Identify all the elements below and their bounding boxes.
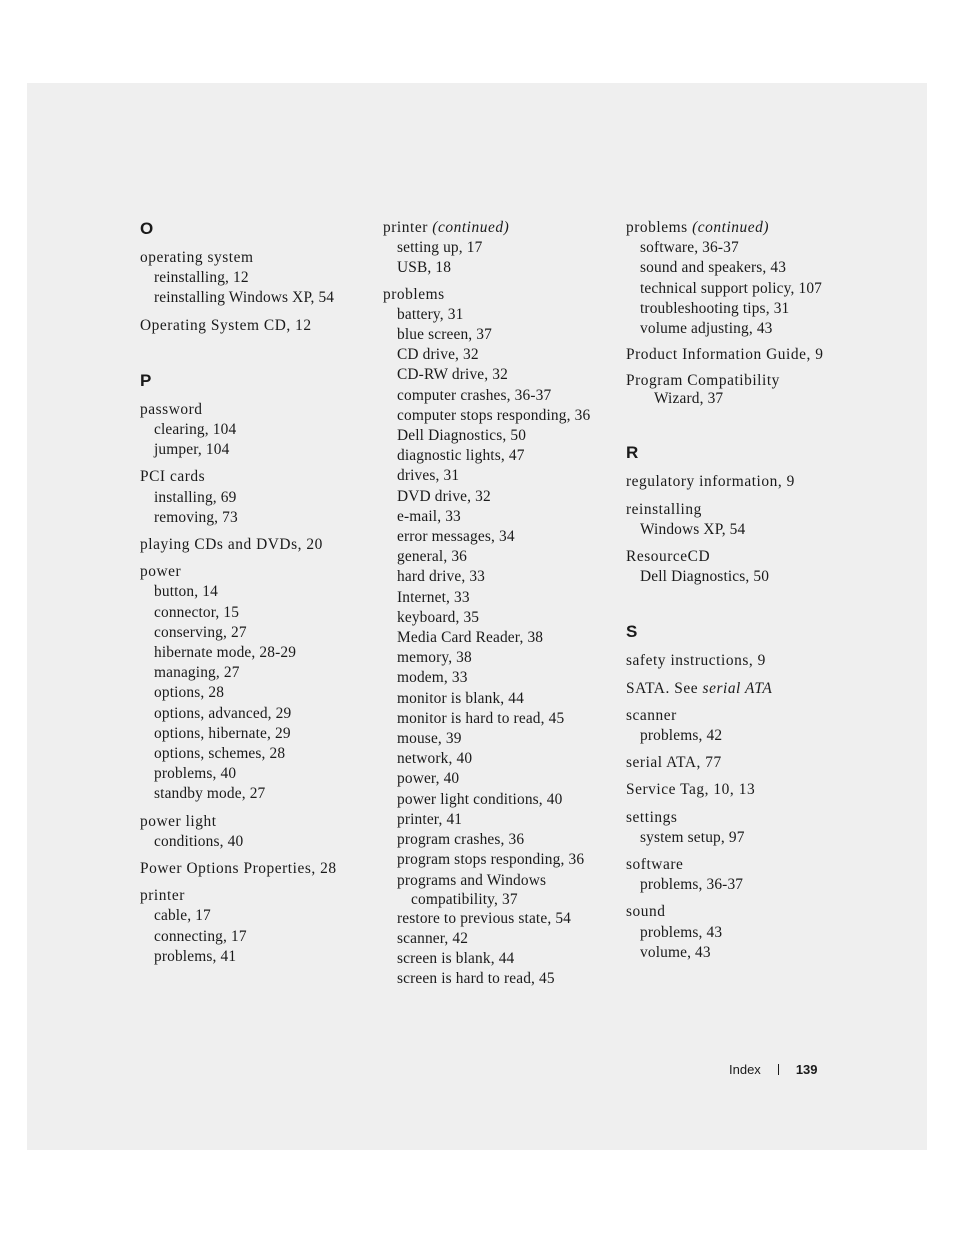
index-entry (626, 679, 926, 699)
index-entry (626, 902, 926, 963)
index-term: operating system (140, 249, 254, 266)
index-entry (383, 285, 613, 990)
index-subentry: sound and speakers, 43 (640, 259, 787, 277)
index-entry (626, 855, 926, 895)
index-subentry: programs and Windows (397, 871, 547, 889)
index-subentry: hibernate mode, 28-29 (154, 644, 297, 662)
index-entry (626, 547, 926, 587)
index-term: sound (626, 903, 666, 921)
index-subentry: problems, 43 (640, 923, 723, 941)
index-entry (140, 248, 370, 309)
index-subentry: power light conditions, 40 (397, 790, 563, 808)
index-term: regulatory information, 9 (626, 473, 795, 491)
index-subentry: computer stops responding, 36 (397, 406, 591, 424)
index-term (626, 679, 926, 699)
index-subentry: monitor is hard to read, 45 (397, 709, 565, 727)
page-number: 139 (795, 1062, 818, 1077)
index-term: playing CDs and DVDs, 20 (140, 536, 323, 554)
footer-divider (778, 1064, 779, 1075)
index-subentry: system setup, 97 (640, 828, 745, 846)
index-subentry: standby mode, 27 (154, 785, 266, 803)
index-term: settings (626, 808, 678, 826)
index-column-3 (626, 218, 926, 970)
index-subentry: computer crashes, 36-37 (397, 386, 552, 404)
index-entry (626, 706, 926, 746)
index-subentry: memory, 38 (397, 649, 472, 667)
index-subentry: program stops responding, 36 (397, 851, 585, 869)
index-subentry: conserving, 27 (154, 623, 247, 641)
index-term-text: problems (626, 219, 688, 236)
index-term: password (140, 400, 203, 418)
index-subentry: screen is hard to read, 45 (397, 970, 555, 988)
index-term: printer (140, 887, 185, 905)
index-term: scanner (626, 706, 677, 724)
index-entry (626, 345, 926, 365)
index-subentry: modem, 33 (397, 669, 468, 687)
index-subentry: managing, 27 (154, 664, 240, 682)
index-term: Program Compatibility (626, 372, 780, 390)
index-subentry: reinstalling Windows XP, 54 (154, 289, 335, 307)
index-subentry: technical support policy, 107 (640, 279, 823, 297)
section-letter-p: P (140, 370, 152, 390)
index-entry (140, 316, 370, 336)
index-entry (626, 218, 926, 339)
index-term (383, 218, 613, 238)
index-term: problems (383, 285, 445, 303)
section-letter-r: R (626, 443, 639, 463)
index-term: ResourceCD (626, 548, 711, 566)
index-entry (140, 886, 370, 967)
index-entry (383, 218, 613, 279)
index-subentry: Internet, 33 (397, 588, 470, 606)
index-subentry: options, 28 (154, 684, 225, 702)
index-subentry: error messages, 34 (397, 528, 515, 546)
index-column-1 (140, 218, 370, 974)
see-reference: serial ATA (702, 679, 773, 697)
index-subentry: general, 36 (397, 548, 468, 566)
index-subentry: DVD drive, 32 (397, 487, 491, 505)
index-entry (626, 780, 926, 800)
index-term: power light (140, 812, 217, 830)
continued-label: (continued) (432, 219, 510, 236)
index-subentry: options, schemes, 28 (154, 745, 286, 763)
index-entry (626, 651, 926, 671)
index-term-text: SATA. See (626, 679, 699, 697)
index-subentry: connector, 15 (154, 603, 240, 621)
index-term-text: printer (383, 219, 428, 236)
index-term: Power Options Properties, 28 (140, 860, 337, 878)
index-subentry: keyboard, 35 (397, 608, 480, 626)
index-subentry: problems, 41 (154, 947, 237, 965)
index-term: Product Information Guide, 9 (626, 346, 824, 364)
index-subentry: program crashes, 36 (397, 831, 525, 849)
index-subentry: blue screen, 37 (397, 326, 492, 344)
index-entry (140, 400, 370, 461)
index-subentry: Dell Diagnostics, 50 (640, 568, 770, 586)
index-term: software (626, 856, 684, 874)
index-term: Operating System CD, 12 (140, 316, 312, 334)
index-entry (626, 500, 926, 540)
index-entry (626, 472, 926, 492)
index-term: Service Tag, 10, 13 (626, 781, 756, 799)
index-subentry: restore to previous state, 54 (397, 909, 572, 927)
index-subentry: scanner, 42 (397, 929, 469, 947)
index-subentry: power, 40 (397, 770, 460, 788)
index-entry (140, 812, 370, 852)
index-term: safety instructions, 9 (626, 652, 766, 670)
index-subentry: problems, 42 (640, 727, 723, 745)
index-subentry: mouse, 39 (397, 730, 462, 748)
index-term: power (140, 563, 182, 581)
index-subentry: setting up, 17 (397, 239, 483, 257)
index-subentry: Media Card Reader, 38 (397, 629, 544, 647)
index-subentry: Dell Diagnostics, 50 (397, 427, 527, 445)
index-subentry: troubleshooting tips, 31 (640, 299, 790, 317)
index-entry (140, 859, 370, 879)
index-subentry: connecting, 17 (154, 927, 247, 945)
index-entry (626, 753, 926, 773)
index-subentry: screen is blank, 44 (397, 949, 515, 967)
index-subentry: diagnostic lights, 47 (397, 447, 525, 465)
section-letter-s: S (626, 622, 638, 642)
index-subentry-wrap: compatibility, 37 (411, 890, 518, 908)
index-subentry: jumper, 104 (154, 441, 230, 459)
index-subentry: software, 36-37 (640, 239, 739, 257)
index-subentry: installing, 69 (154, 488, 237, 506)
index-column-2 (383, 218, 613, 996)
index-subentry: problems, 40 (154, 765, 237, 783)
index-entry (626, 808, 926, 848)
index-term: serial ATA, 77 (626, 754, 722, 772)
index-entry (626, 372, 926, 408)
index-entry (140, 467, 370, 528)
index-subentry: volume adjusting, 43 (640, 320, 773, 338)
index-entry (140, 535, 370, 555)
index-entry (140, 562, 370, 804)
page-footer (729, 1061, 818, 1079)
index-subentry: battery, 31 (397, 305, 464, 323)
index-subentry: clearing, 104 (154, 421, 237, 439)
index-subentry: CD-RW drive, 32 (397, 366, 508, 384)
index-subentry: options, advanced, 29 (154, 704, 292, 722)
section-letter-o: O (140, 219, 154, 238)
index-subentry: cable, 17 (154, 907, 211, 925)
footer-section-label: Index (729, 1062, 761, 1077)
index-subentry: conditions, 40 (154, 832, 244, 850)
index-subentry: CD drive, 32 (397, 346, 479, 364)
index-subentry: e-mail, 33 (397, 507, 461, 525)
index-subentry: monitor is blank, 44 (397, 689, 524, 707)
index-term: PCI cards (140, 468, 206, 486)
index-subentry: problems, 36-37 (640, 876, 744, 894)
index-subentry: Windows XP, 54 (640, 520, 746, 538)
index-subentry: drives, 31 (397, 467, 460, 485)
index-subentry: removing, 73 (154, 508, 238, 526)
index-term-wrap: Wizard, 37 (654, 390, 724, 408)
index-term: reinstalling (626, 500, 702, 518)
index-term (626, 218, 926, 238)
index-subentry: network, 40 (397, 750, 473, 768)
index-subentry: button, 14 (154, 583, 218, 601)
continued-label: (continued) (692, 219, 770, 236)
index-subentry: options, hibernate, 29 (154, 724, 291, 742)
index-subentry: hard drive, 33 (397, 568, 486, 586)
index-subentry: printer, 41 (397, 810, 463, 828)
index-subentry: USB, 18 (397, 259, 452, 277)
index-subentry: reinstalling, 12 (154, 269, 249, 287)
index-subentry: volume, 43 (640, 943, 711, 961)
